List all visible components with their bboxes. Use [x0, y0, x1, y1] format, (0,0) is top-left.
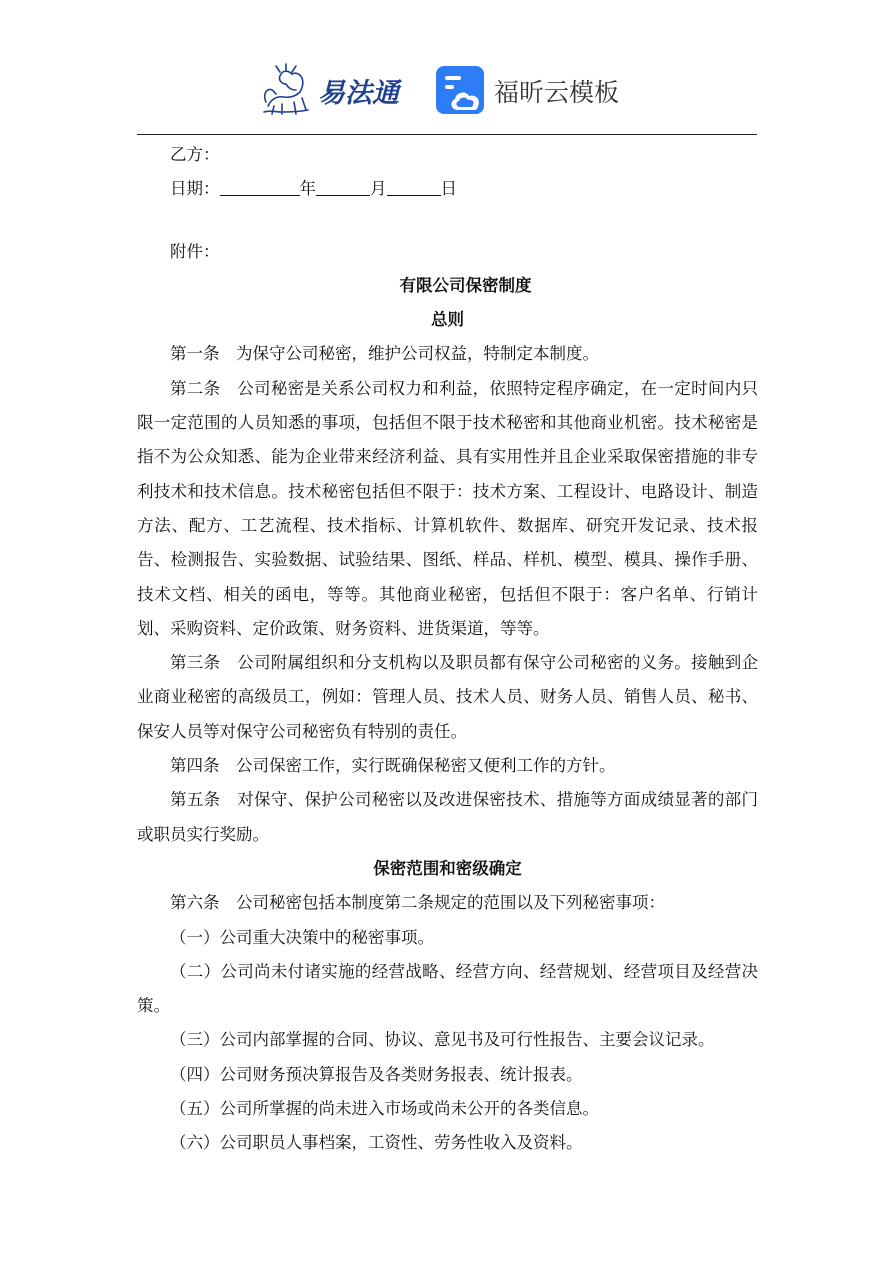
date-day-blank[interactable]: [387, 177, 441, 196]
foxit-template-logo-text: 福昕云模板: [494, 78, 620, 107]
clause-text: （五）公司所掌握的尚未进入市场或尚未公开的各类信息。: [170, 1099, 599, 1119]
yifatong-logo: [262, 62, 412, 118]
clause-paragraph: [137, 372, 758, 646]
clause-text: （三）公司内部掌握的合同、协议、意见书及可行性报告、主要会议记录。: [170, 1030, 715, 1050]
foxit-template-logo: [436, 64, 636, 120]
date-month-blank[interactable]: [316, 177, 370, 196]
document-title: 有限公司保密制度: [399, 275, 532, 295]
clause-paragraph: [137, 886, 758, 920]
clause-text: 为保守公司秘密，维护公司权益，特制定本制度。: [236, 344, 599, 364]
date-day-label: 日: [440, 179, 457, 199]
clause-paragraph: [137, 921, 758, 955]
party-b-label: 乙方：: [170, 145, 220, 164]
clause-label: 第六条: [170, 893, 220, 913]
clause-text: （四）公司财务预决算报告及各类财务报表、统计报表。: [170, 1064, 583, 1084]
clause-text: 公司秘密包括本制度第二条规定的范围以及下列秘密事项：: [236, 893, 665, 913]
clause-text: 公司秘密是关系公司权力和利益，依照特定程序确定，在一定时间内只限一定范围的人员知悉的事项，包括但不限于技术秘密和其他商业机密。技术秘密是指不为公众知悉、能为企业带来经济利益、具有实用性并且企业采取保密措施的非专利技术和技术信息。技术秘密包括但不限于：技术方案、工程设计、电路设计、制造方法、配方、工艺流程、技术指标、计算机软件、数据库、研究开发记录、技术报告、检测报告、实验数据、试验结果、图纸、样品、样机、模型、模具、操作手册、技术文档、相关的函电，等等。其他商业秘密，包括但不限于：客户名单、行销计划、采购资料、定价政策、财务资料、进货渠道，等等。: [137, 378, 759, 638]
clause-label: 第一条: [170, 344, 220, 364]
clause-paragraph: [137, 783, 758, 852]
attachment-label: 附件：: [170, 241, 220, 261]
date-year-blank[interactable]: [220, 177, 300, 196]
party-b-line: [137, 138, 758, 172]
cloud-document-icon: [436, 66, 484, 114]
qilin-icon: [264, 64, 308, 114]
spacer: [137, 207, 758, 235]
clause-paragraph: [137, 955, 758, 1024]
clause-paragraph: [137, 749, 758, 783]
clause-paragraph: [137, 337, 758, 371]
clause-label: 第三条: [170, 653, 221, 673]
clause-text: （六）公司职员人事档案，工资性、劳务性收入及资料。: [170, 1133, 583, 1153]
clause-text: （二）公司尚未付诸实施的经营战略、经营方向、经营规划、经营项目及经营决策。: [137, 961, 758, 1016]
clause-paragraph: [137, 1023, 758, 1057]
clause-text: 公司保密工作，实行既确保秘密又便利工作的方针。: [236, 756, 616, 776]
page-header: [0, 58, 893, 122]
date-month-label: 月: [370, 179, 387, 199]
document-body: [137, 138, 758, 1161]
sections: [137, 303, 758, 1160]
clause-text: 对保守、保护公司秘密以及改进保密技术、措施等方面成绩显著的部门或职员实行奖励。: [137, 790, 759, 844]
section-heading: 保密范围和密级确定: [373, 858, 522, 878]
date-line: [137, 172, 758, 206]
clause-label: 第五条: [170, 790, 221, 810]
clause-label: 第四条: [170, 756, 220, 776]
date-year-label: 年: [299, 179, 316, 199]
clause-text: （一）公司重大决策中的秘密事项。: [170, 927, 434, 947]
clause-label: 第二条: [170, 378, 221, 398]
clause-paragraph: [137, 1126, 758, 1160]
clause-paragraph: [137, 646, 758, 749]
yifatong-logo-text: 易法通: [318, 78, 399, 109]
clause-text: 公司附属组织和分支机构以及职员都有保守公司秘密的义务。接触到企业商业秘密的高级员工，例如：管理人员、技术人员、财务人员、销售人员、秘书、保安人员等对保守公司秘密负有特别的责任。: [137, 653, 759, 741]
date-label: 日期：: [170, 179, 220, 199]
header-divider: [137, 134, 757, 135]
section-heading: 总则: [431, 310, 464, 330]
clause-paragraph: [137, 1092, 758, 1126]
clause-paragraph: [137, 1058, 758, 1092]
